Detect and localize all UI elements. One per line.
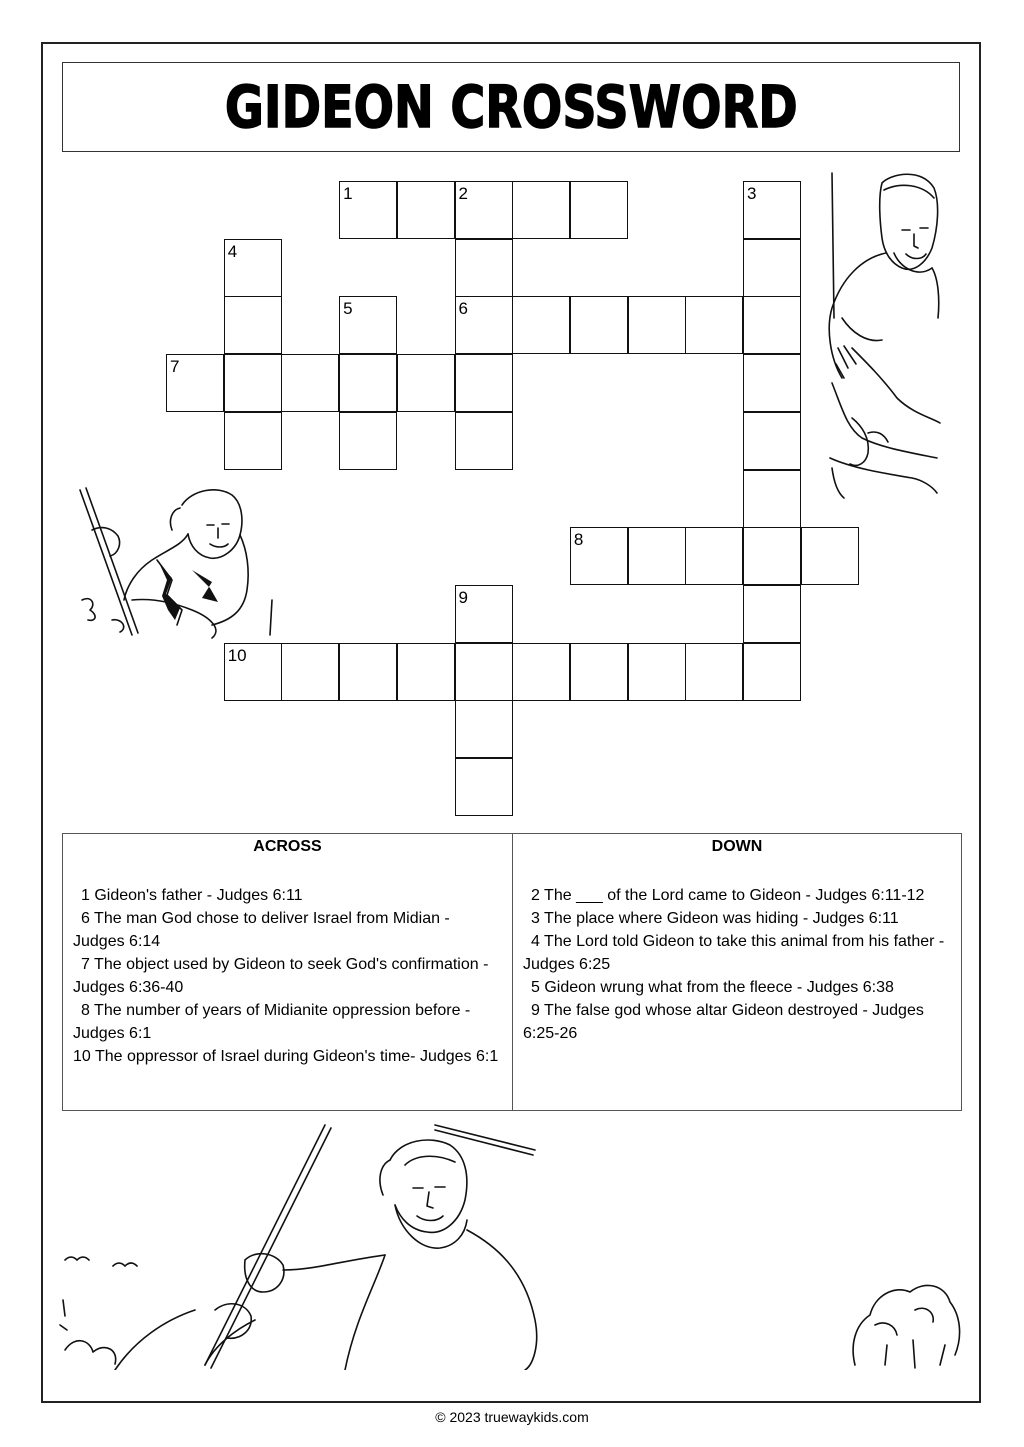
clue-number: 6 (458, 299, 468, 319)
down-clue-5: 5 Gideon wrung what from the fleece - Judges 6:38 (531, 979, 894, 996)
copyright-footer: © 2023 truewaykids.com (435, 1409, 589, 1425)
gideon-threshing-illustration (822, 168, 942, 513)
clue-number: 8 (573, 530, 584, 550)
across-clue-7: 7 The object used by Gideon to seek God's confirmation - Judges 6:36-40 (73, 956, 489, 996)
grid-cell[interactable] (281, 643, 339, 701)
grid-cell[interactable] (339, 643, 397, 701)
across-heading: ACROSS (253, 838, 322, 855)
grid-cell[interactable] (455, 239, 513, 297)
grid-cell[interactable] (743, 181, 801, 239)
grid-cell[interactable] (339, 296, 397, 354)
title-box (62, 62, 960, 152)
grid-cell[interactable] (224, 412, 282, 470)
grid-cell[interactable] (339, 181, 397, 239)
across-clue-6: 6 The man God chose to deliver Israel from Midian - Judges 6:14 (73, 910, 450, 950)
grid-cell[interactable] (339, 354, 397, 412)
grid-cell[interactable] (743, 585, 801, 643)
clue-number: 5 (343, 299, 353, 319)
down-clue-3: 3 The place where Gideon was hiding - Judges 6:11 (531, 910, 899, 927)
grid-cell[interactable] (743, 527, 801, 585)
grid-cell[interactable] (455, 181, 513, 239)
grid-cell[interactable] (743, 470, 801, 528)
down-clue-4: 4 The Lord told Gideon to take this animal from his father - Judges 6:25 (523, 933, 945, 973)
grid-cell[interactable] (455, 412, 513, 470)
grid-cell[interactable] (801, 527, 859, 585)
grid-cell[interactable] (397, 354, 455, 412)
down-heading: DOWN (711, 838, 763, 855)
gideon-bottom-illustration (55, 1120, 965, 1370)
grid-cell[interactable] (455, 643, 513, 701)
grid-cell[interactable] (455, 354, 513, 412)
across-clues (63, 834, 513, 1110)
grid-cell[interactable] (224, 296, 282, 354)
grid-cell[interactable] (455, 758, 513, 816)
clue-number: 4 (227, 241, 238, 261)
down-clue-9: 9 The false god whose altar Gideon destroyed - Judges 6:25-26 (523, 1002, 924, 1042)
clue-number: 3 (747, 184, 757, 203)
grid-cell[interactable] (685, 296, 743, 354)
clue-number: 9 (458, 587, 468, 607)
clue-number: 1 (343, 184, 353, 203)
grid-cell[interactable] (512, 296, 570, 354)
grid-cell[interactable] (628, 296, 686, 354)
grid-cell[interactable] (743, 239, 801, 297)
across-clue-8: 8 The number of years of Midianite oppression before - Judges 6:1 (73, 1002, 471, 1042)
grid-cell[interactable] (628, 527, 686, 585)
clue-number: 2 (458, 184, 468, 203)
grid-cell[interactable] (397, 643, 455, 701)
grid-cell[interactable] (570, 643, 628, 701)
page-title: GIDEON CROSSWORD (224, 73, 798, 141)
grid-cell[interactable] (570, 181, 628, 239)
down-clue-2: 2 The ___ of the Lord came to Gideon - Judges 6:11-12 (531, 887, 925, 904)
grid-cell[interactable] (570, 296, 628, 354)
grid-cell[interactable] (224, 239, 282, 297)
grid-cell[interactable] (512, 181, 570, 239)
across-clue-10: 10 The oppressor of Israel during Gideon's time- Judges 6:1 (73, 1048, 499, 1065)
grid-cell[interactable] (628, 643, 686, 701)
grid-cell[interactable] (455, 585, 513, 643)
grid-cell[interactable] (512, 643, 570, 701)
gideon-staff-illustration (72, 470, 292, 645)
grid-cell[interactable] (685, 643, 743, 701)
grid-cell[interactable] (743, 354, 801, 412)
clue-number: 7 (170, 357, 180, 377)
grid-cell[interactable] (281, 354, 339, 412)
grid-cell[interactable] (743, 643, 801, 701)
across-clue-1: 1 Gideon's father - Judges 6:11 (81, 887, 303, 904)
grid-cell[interactable] (166, 354, 224, 412)
grid-cell[interactable] (455, 296, 513, 354)
grid-cell[interactable] (339, 412, 397, 470)
grid-cell[interactable] (743, 296, 801, 354)
grid-cell[interactable] (224, 354, 282, 412)
grid-cell[interactable] (224, 643, 282, 701)
clues-box (62, 833, 962, 1111)
grid-cell[interactable] (397, 181, 455, 239)
grid-cell[interactable] (743, 412, 801, 470)
clue-number: 10 (227, 645, 247, 665)
grid-cell[interactable] (455, 700, 513, 758)
down-clues (513, 834, 961, 1110)
grid-cell[interactable] (685, 527, 743, 585)
grid-cell[interactable] (570, 527, 628, 585)
